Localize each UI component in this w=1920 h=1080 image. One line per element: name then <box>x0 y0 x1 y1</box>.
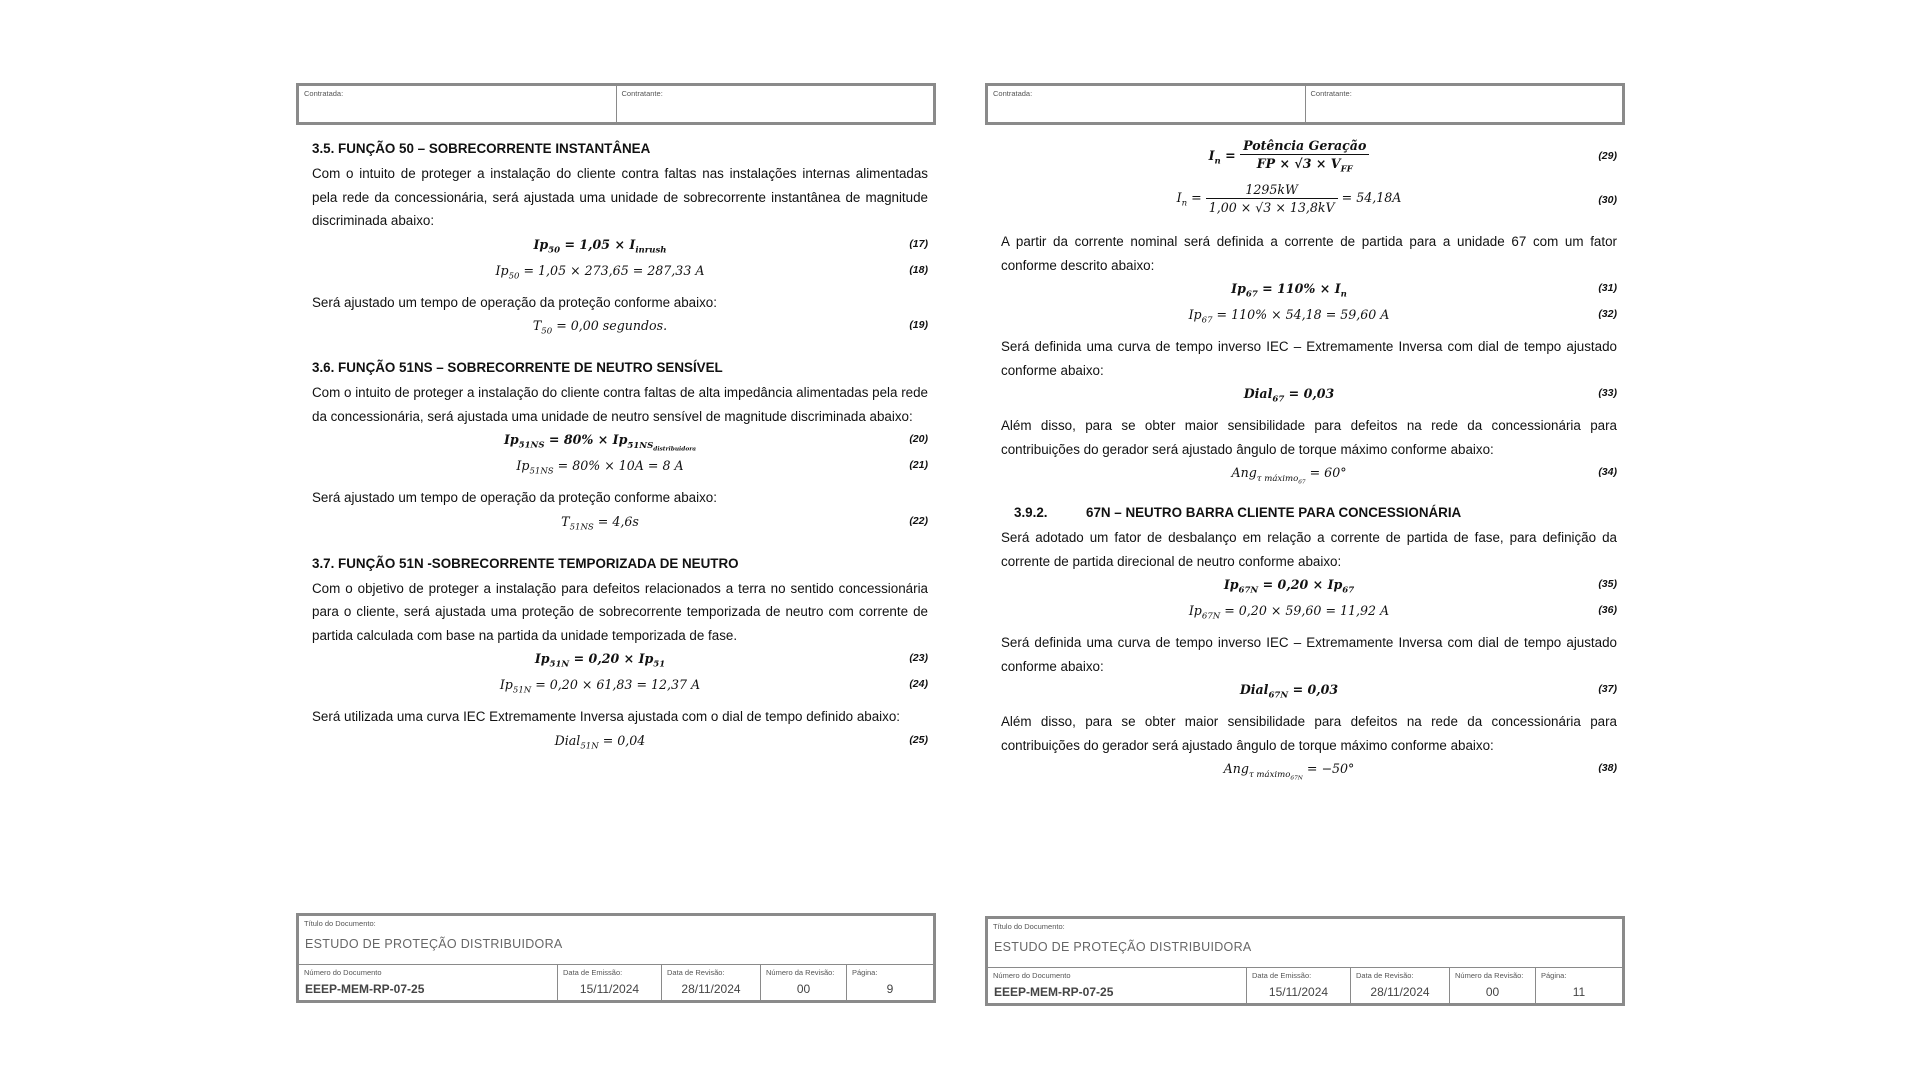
equation: $Ip_{51NS} = 80\% \times 10A = 8$ A (21) <box>516 458 928 477</box>
numrev-label: Número da Revisão: <box>1455 971 1524 980</box>
emissao-date: 15/11/2024 <box>579 982 640 996</box>
revision-number: 00 <box>1485 985 1500 999</box>
pagina-label: Página: <box>1541 971 1567 980</box>
paragraph: Além disso, para se obter maior sensibilidade para defeitos na rede da concessionária para contribuições do gerador será ajustado ângulo de torque máximo conforme abaixo: <box>1001 714 1617 753</box>
paragraph: Além disso, para se obter maior sensibilidade para defeitos na rede da concessionária para contribuições do gerador será ajustado ângulo de torque máximo conforme abaixo: <box>1001 418 1617 457</box>
equation: $T_{51NS} = 4,6s$ (22) <box>561 513 928 533</box>
equation: Dial$_{67N}$ = 0,03 (37) <box>1239 682 1617 701</box>
subsection-title: 67N – NEUTRO BARRA CLIENTE PARA CONCESSIONÁRIA <box>1086 505 1462 520</box>
pagina-label: Página: <box>852 968 878 977</box>
eq-expression: = 0,00 segundos. <box>552 318 668 333</box>
equation: $Ip_{51N} = 0,20 \times 61,83 = 12,37$ A (24) <box>499 677 928 696</box>
section-heading: 3.7. FUNÇÃO 51N -SOBRECORRENTE TEMPORIZADA DE NEUTRO <box>312 555 739 571</box>
equation: Dial$_{67}$ = 0,03 (33) <box>1243 386 1617 405</box>
paragraph: Será definida uma curva de tempo inverso IEC – Extremamente Inversa com dial de tempo ajustado conforme abaixo: <box>1001 339 1617 378</box>
docnum-label: Número do Documento <box>993 971 1071 980</box>
page-number: 9 <box>886 982 894 996</box>
eq-expression: = 0,20 × 61,83 = 12,37 A <box>531 677 701 692</box>
contratada-cell <box>299 86 616 122</box>
eq-expression: = 0,04 <box>598 732 646 748</box>
equation-number: (30) <box>1598 194 1617 206</box>
eq-expression: = 80% × <box>544 432 613 447</box>
equation: $T_{50} = 0,00$ segundos. (19) <box>532 318 928 337</box>
page-header <box>296 83 936 125</box>
equation: $Ip_{67} = 110\% \times I_n$ (31) <box>1231 281 1617 300</box>
equation: $Ip_{67} = 110\% \times 54,18 = 59,60$ A (32) <box>1188 307 1617 326</box>
eq-expression: = 0,20 × 59,60 = 11,92 A <box>1220 603 1390 618</box>
equation: Ang$_{\tau máximo_{67N}}$ = −50° (38) <box>1223 761 1617 782</box>
eq-expression: = 1,05 × 273,65 = 287,33 A <box>519 262 705 278</box>
subsection-heading <box>1001 505 1617 520</box>
paragraph: Será ajustado um tempo de operação da proteção conforme abaixo: <box>312 294 717 310</box>
contratante-cell <box>1305 86 1623 122</box>
document-page-right <box>985 80 1625 1008</box>
paragraph: Com o intuito de proteger a instalação do cliente contra faltas nas instalações internas alimentadas pela rede da concessionária, será ajustada uma unidade de sobrecorrente instantânea de magnitude discriminada abaixo: <box>312 166 928 228</box>
paragraph: Será utilizada uma curva IEC Extremamente Inversa ajustada com o dial de tempo definido abaixo: <box>312 709 901 724</box>
document-title: ESTUDO DE PROTEÇÃO DISTRIBUIDORA <box>305 937 563 951</box>
equation-number: (22) <box>909 514 928 527</box>
contratada-label: Contratada: <box>304 89 344 98</box>
eq-expression: = −50° <box>1302 761 1355 776</box>
section-heading: 3.6. FUNÇÃO 51NS – SOBRECORRENTE DE NEUTRO SENSÍVEL <box>312 360 723 375</box>
eq-numerator: Potência Geração <box>1240 138 1369 155</box>
revisao-date: 28/11/2024 <box>1370 985 1430 999</box>
eq-expression: = 0,20 × <box>569 651 639 666</box>
page-number: 11 <box>1572 985 1586 999</box>
equation: $Ip_{50} = 1,05 \times I_{inrush}$ (17) <box>533 236 928 256</box>
equation: $Ip_{51N} = 0,20 \times Ip_{51}$ (23) <box>534 651 928 670</box>
equation-number: (18) <box>909 263 928 276</box>
equation: $Ip_{50} = 1,05 \times 273,65 = 287,33$ A (18) <box>495 262 928 282</box>
equation-number: (24) <box>909 678 928 690</box>
equation: $I_n$ = $\frac{1295kW}{1,00 \times √3 \times 13,8kV}$ = 54,18A (30) <box>1176 182 1617 215</box>
title-label: Título do Documento: <box>304 919 376 928</box>
eq-expression: = 110% × <box>1257 281 1335 296</box>
paragraph: A partir da corrente nominal será definida a corrente de partida para a unidade 67 com um fator conforme descrito abaixo: <box>1001 234 1617 273</box>
paragraph: Com o intuito de proteger a instalação do cliente contra faltas de alta impedância alimentadas pela rede da concessionária, será ajustada uma unidade de neutro sensível de magnitude discriminada abaixo: <box>312 385 928 424</box>
eq-denominator: FP × √3 × V <box>1256 156 1341 171</box>
equation-number: (31) <box>1598 282 1617 294</box>
emissao-label: Data de Emissão: <box>563 968 623 977</box>
eq-numerator: 1295kW <box>1206 182 1338 199</box>
paragraph: Com o objetivo de proteger a instalação para defeitos relacionados a terra no sentido concessionária para o cliente, será ajustada uma proteção de sobrecorrente temporizada de neutro com corrente de partida calculada com base na partida da unidade temporizada de fase. <box>312 580 928 643</box>
eq-expression: = 4,6s <box>593 513 639 529</box>
equation: $Ip_{67N} = 0,20 \times 59,60 = 11,92$ A (36) <box>1188 603 1617 622</box>
eq-expression: = 0,20 × <box>1258 577 1328 592</box>
equation-number: (17) <box>909 237 928 250</box>
subsection-number: 3.9.2. <box>1014 505 1048 520</box>
document-number: EEEP-MEM-RP-07-25 <box>994 985 1114 999</box>
title-label: Título do Documento: <box>993 922 1065 931</box>
numrev-label: Número da Revisão: <box>766 968 835 977</box>
paragraph: Será adotado um fator de desbalanço em relação a corrente de partida de fase, para definição da corrente de partida direcional de neutro conforme abaixo: <box>1001 530 1617 569</box>
emissao-date: 15/11/2024 <box>1268 985 1329 999</box>
eq-denominator: 1,00 × √3 × 13,8kV <box>1208 200 1335 215</box>
equation-number: (19) <box>909 319 928 331</box>
equation-number: (32) <box>1598 308 1617 320</box>
revisao-label: Data de Revisão: <box>667 968 725 977</box>
contratada-label: Contratada: <box>993 89 1033 98</box>
document-number: EEEP-MEM-RP-07-25 <box>305 982 425 996</box>
equation: Dial$_{51N}$ = 0,04 (25) <box>554 732 928 752</box>
revisao-date: 28/11/2024 <box>681 982 741 996</box>
eq-expression: = 110% × 54,18 = 59,60 A <box>1212 307 1390 322</box>
equation-number: (29) <box>1598 150 1617 162</box>
equation-number: (38) <box>1598 762 1617 774</box>
revisao-label: Data de Revisão: <box>1356 971 1414 980</box>
page-body <box>312 141 928 755</box>
eq-expression: = 0,03 <box>1288 682 1339 697</box>
equation-number: (33) <box>1598 387 1617 399</box>
docnum-label: Número do Documento <box>304 968 382 977</box>
equation-number: (21) <box>909 459 928 471</box>
emissao-label: Data de Emissão: <box>1252 971 1312 980</box>
contratante-label: Contratante: <box>621 89 663 98</box>
page-header <box>985 83 1625 125</box>
page-footer <box>296 913 936 1003</box>
equation: Ang$_{\tau máximo_{67}}$ = 60° (34) <box>1231 465 1617 486</box>
paragraph: Será definida uma curva de tempo inverso IEC – Extremamente Inversa com dial de tempo ajustado conforme abaixo: <box>1001 635 1617 674</box>
equation: $I_n$ = $\frac{\text{Potência Geração}}{FP \times √3 \times V_{FF}}$ (29) <box>1208 138 1617 175</box>
revision-number: 00 <box>796 982 811 996</box>
equation-number: (35) <box>1598 578 1617 590</box>
equation-number: (36) <box>1598 604 1617 616</box>
contratante-cell <box>616 86 934 122</box>
eq-result: = 54,18A <box>1337 190 1402 205</box>
equation-number: (37) <box>1598 683 1617 695</box>
page-body <box>1001 136 1617 783</box>
eq-expression: = 80% × 10A = 8 A <box>553 458 684 473</box>
equation-number: (34) <box>1598 466 1617 478</box>
eq-expression: = 60° <box>1305 465 1347 480</box>
paragraph: Será ajustado um tempo de operação da proteção conforme abaixo: <box>312 490 717 505</box>
equation-number: (23) <box>909 652 928 664</box>
eq-expression: = 0,03 <box>1284 386 1335 401</box>
equation: $Ip_{67N} = 0,20 \times Ip_{67}$ (35) <box>1223 577 1617 596</box>
equation: $Ip_{51NS} = 80\% \times Ip_{51NS_{distribuidora}}$ (20) <box>503 432 928 453</box>
document-page-left <box>296 80 936 1008</box>
page-footer <box>985 916 1625 1006</box>
equation-number: (20) <box>909 433 928 445</box>
contratada-cell <box>988 86 1305 122</box>
contratante-label: Contratante: <box>1310 89 1352 98</box>
eq-expression: = 1,05 × <box>560 236 630 252</box>
document-title: ESTUDO DE PROTEÇÃO DISTRIBUIDORA <box>994 940 1252 954</box>
section-heading: 3.5. FUNÇÃO 50 – SOBRECORRENTE INSTANTÂNEA <box>312 141 651 156</box>
equation-number: (25) <box>909 733 928 746</box>
